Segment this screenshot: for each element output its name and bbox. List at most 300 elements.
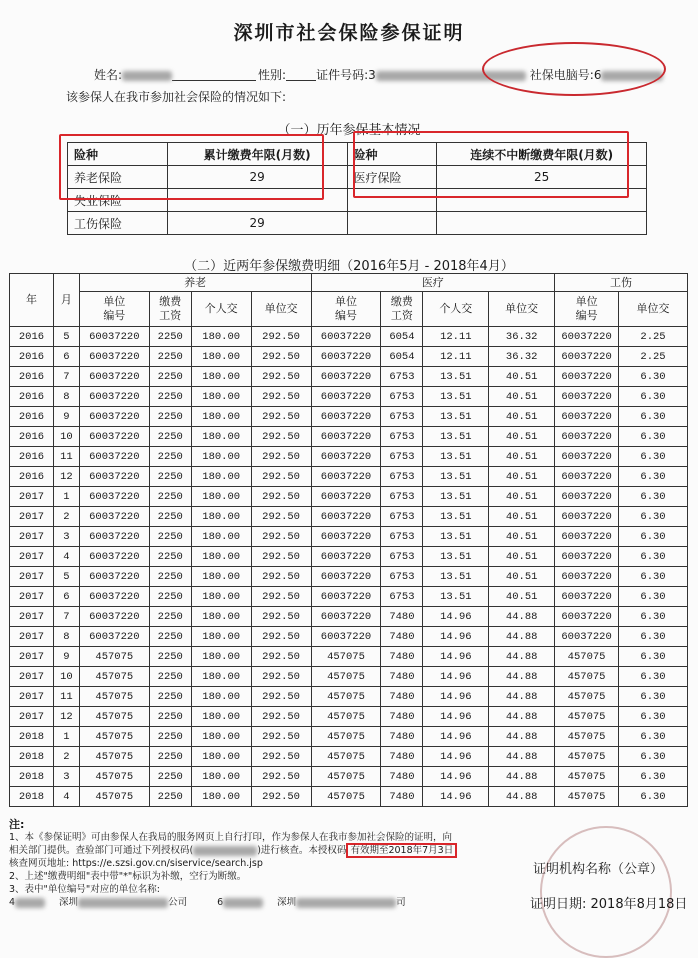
detail-cell: 60037220 <box>555 607 619 627</box>
table-row <box>10 347 688 367</box>
detail-cell: 60037220 <box>555 507 619 527</box>
detail-cell: 14.96 <box>423 767 489 787</box>
detail-cell: 457075 <box>555 767 619 787</box>
detail-cell: 7480 <box>381 607 423 627</box>
detail-cell: 6753 <box>381 367 423 387</box>
detail-cell: 44.88 <box>489 687 555 707</box>
detail-cell: 14.96 <box>423 687 489 707</box>
detail-cell: 180.00 <box>191 787 251 807</box>
col-subheader: 缴费 工资 <box>149 292 191 327</box>
detail-cell: 180.00 <box>191 327 251 347</box>
note-line-4: 2、上述"缴费明细"表中带"*"标识为补缴，空行为断缴。 <box>9 871 247 882</box>
detail-cell: 6753 <box>381 467 423 487</box>
detail-cell: 2018 <box>10 747 54 767</box>
table-row <box>10 627 688 647</box>
detail-cell: 457075 <box>79 767 149 787</box>
detail-cell: 60037220 <box>555 467 619 487</box>
detail-cell: 12.11 <box>423 347 489 367</box>
detail-cell: 9 <box>53 407 79 427</box>
detail-cell: 6.30 <box>619 547 688 567</box>
detail-cell: 457075 <box>311 727 381 747</box>
detail-cell: 6.30 <box>619 367 688 387</box>
detail-cell: 6753 <box>381 527 423 547</box>
detail-cell: 6.30 <box>619 447 688 467</box>
detail-cell: 292.50 <box>251 747 311 767</box>
detail-cell: 180.00 <box>191 647 251 667</box>
detail-cell: 7480 <box>381 647 423 667</box>
id-prefix: 3 <box>368 68 376 82</box>
detail-cell: 6 <box>53 347 79 367</box>
detail-cell: 2.25 <box>619 347 688 367</box>
annotation-ellipse <box>482 42 666 96</box>
detail-cell: 7480 <box>381 687 423 707</box>
detail-cell: 40.51 <box>489 427 555 447</box>
detail-cell: 180.00 <box>191 607 251 627</box>
detail-cell: 44.88 <box>489 607 555 627</box>
detail-cell: 457075 <box>555 747 619 767</box>
detail-cell: 14.96 <box>423 607 489 627</box>
detail-cell: 5 <box>53 327 79 347</box>
detail-cell: 11 <box>53 447 79 467</box>
detail-cell: 6753 <box>381 427 423 447</box>
detail-cell: 2250 <box>149 407 191 427</box>
detail-cell: 292.50 <box>251 767 311 787</box>
col-subheader: 单位交 <box>251 292 311 327</box>
col-subheader: 单位 编号 <box>311 292 381 327</box>
detail-cell: 2250 <box>149 327 191 347</box>
table-row <box>10 787 688 807</box>
col-subheader: 单位交 <box>489 292 555 327</box>
col-year: 年 <box>10 274 54 327</box>
detail-cell: 180.00 <box>191 507 251 527</box>
detail-cell: 40.51 <box>489 547 555 567</box>
detail-cell: 292.50 <box>251 327 311 347</box>
note-line-5: 3、表中"单位编号"对应的单位名称: <box>9 884 160 895</box>
detail-cell: 7480 <box>381 767 423 787</box>
detail-cell: 457075 <box>311 767 381 787</box>
detail-cell: 60037220 <box>311 567 381 587</box>
detail-cell: 6.30 <box>619 787 688 807</box>
detail-cell: 292.50 <box>251 687 311 707</box>
detail-cell: 457075 <box>555 727 619 747</box>
detail-cell: 60037220 <box>79 447 149 467</box>
detail-cell: 6.30 <box>619 767 688 787</box>
detail-cell: 4 <box>53 787 79 807</box>
redacted-name <box>122 71 172 81</box>
table-row <box>10 427 688 447</box>
history-cell: 29 <box>167 166 347 189</box>
table-row <box>10 767 688 787</box>
detail-cell: 2017 <box>10 687 54 707</box>
detail-cell: 2017 <box>10 487 54 507</box>
history-header-cell: 险种 <box>68 143 168 166</box>
unit-name-2-suffix: 司 <box>396 897 406 908</box>
detail-cell: 2250 <box>149 607 191 627</box>
note-line-2 <box>9 844 539 857</box>
detail-cell: 40.51 <box>489 447 555 467</box>
detail-cell: 292.50 <box>251 727 311 747</box>
detail-cell: 7 <box>53 607 79 627</box>
detail-cell: 2018 <box>10 787 54 807</box>
detail-cell: 457075 <box>311 667 381 687</box>
detail-cell: 457075 <box>555 707 619 727</box>
gender-label: 性别: <box>258 68 287 82</box>
detail-cell: 60037220 <box>555 547 619 567</box>
detail-cell: 6054 <box>381 347 423 367</box>
detail-cell: 457075 <box>311 647 381 667</box>
redacted-unit-code-1 <box>15 898 45 908</box>
detail-cell: 180.00 <box>191 767 251 787</box>
detail-cell: 13.51 <box>423 547 489 567</box>
detail-cell: 40.51 <box>489 587 555 607</box>
detail-cell: 457075 <box>79 667 149 687</box>
intro-text: 该参保人在我市参加社会保险的情况如下: <box>66 90 287 104</box>
detail-cell: 180.00 <box>191 467 251 487</box>
detail-cell: 6.30 <box>619 587 688 607</box>
detail-cell: 2016 <box>10 347 54 367</box>
detail-cell: 13.51 <box>423 427 489 447</box>
detail-cell: 60037220 <box>311 547 381 567</box>
detail-cell: 7480 <box>381 747 423 767</box>
detail-cell: 60037220 <box>555 367 619 387</box>
detail-cell: 60037220 <box>79 327 149 347</box>
detail-cell: 292.50 <box>251 787 311 807</box>
detail-cell: 2017 <box>10 587 54 607</box>
redacted-unit-name-2 <box>296 898 396 908</box>
detail-cell: 2017 <box>10 547 54 567</box>
detail-cell: 292.50 <box>251 567 311 587</box>
detail-cell: 6753 <box>381 487 423 507</box>
detail-cell: 457075 <box>555 647 619 667</box>
detail-cell: 2016 <box>10 387 54 407</box>
detail-cell: 2017 <box>10 607 54 627</box>
col-group: 医疗 <box>311 274 555 292</box>
detail-cell: 180.00 <box>191 727 251 747</box>
certification-date: 证明日期: 2018年8月18日 <box>530 897 688 912</box>
history-cell: 工伤保险 <box>68 212 168 235</box>
detail-cell: 6.30 <box>619 427 688 447</box>
detail-cell: 2017 <box>10 667 54 687</box>
detail-cell: 2016 <box>10 447 54 467</box>
unit-code-1: 4 <box>9 897 16 908</box>
detail-cell: 13.51 <box>423 367 489 387</box>
detail-cell: 60037220 <box>79 487 149 507</box>
detail-cell: 4 <box>53 547 79 567</box>
detail-cell: 457075 <box>311 687 381 707</box>
detail-cell: 14.96 <box>423 727 489 747</box>
detail-cell: 60037220 <box>79 407 149 427</box>
detail-cell: 13.51 <box>423 407 489 427</box>
col-subheader: 缴费 工资 <box>381 292 423 327</box>
detail-cell: 60037220 <box>311 367 381 387</box>
note-line-6 <box>9 896 539 909</box>
detail-cell: 7 <box>53 367 79 387</box>
detail-cell: 7480 <box>381 627 423 647</box>
detail-cell: 457075 <box>79 647 149 667</box>
detail-cell: 180.00 <box>191 707 251 727</box>
detail-cell: 457075 <box>79 787 149 807</box>
detail-cell: 60037220 <box>79 427 149 447</box>
detail-cell: 60037220 <box>555 347 619 367</box>
table-row <box>10 407 688 427</box>
detail-cell: 60037220 <box>311 607 381 627</box>
detail-cell: 60037220 <box>79 587 149 607</box>
note-line-1: 1、本《参保证明》可由参保人在我局的服务网页上自行打印，作为参保人在我市参加社会保险的证明，向 <box>9 832 453 843</box>
detail-cell: 60037220 <box>79 367 149 387</box>
detail-cell: 2250 <box>149 707 191 727</box>
annotation-box-continuous <box>353 131 629 198</box>
name-underline <box>172 70 256 81</box>
detail-cell: 60037220 <box>555 387 619 407</box>
note-line-2-a: 相关部门提供。查验部门可通过下列授权码( <box>9 845 194 856</box>
detail-cell: 3 <box>53 767 79 787</box>
detail-cell: 6.30 <box>619 567 688 587</box>
detail-cell: 292.50 <box>251 707 311 727</box>
detail-cell: 180.00 <box>191 667 251 687</box>
col-subheader: 单位 编号 <box>555 292 619 327</box>
detail-table <box>9 273 688 807</box>
detail-cell: 2250 <box>149 387 191 407</box>
detail-cell: 292.50 <box>251 647 311 667</box>
detail-cell: 40.51 <box>489 367 555 387</box>
gender-underline <box>286 70 316 81</box>
detail-cell: 10 <box>53 667 79 687</box>
detail-cell: 60037220 <box>79 387 149 407</box>
detail-cell: 180.00 <box>191 587 251 607</box>
detail-cell: 2018 <box>10 767 54 787</box>
history-cell <box>437 212 647 235</box>
detail-cell: 40.51 <box>489 487 555 507</box>
detail-cell: 6.30 <box>619 747 688 767</box>
detail-cell: 6.30 <box>619 727 688 747</box>
detail-cell: 40.51 <box>489 567 555 587</box>
detail-cell: 60037220 <box>311 527 381 547</box>
detail-cell: 180.00 <box>191 527 251 547</box>
detail-cell: 2250 <box>149 447 191 467</box>
detail-cell: 2017 <box>10 507 54 527</box>
detail-cell: 8 <box>53 387 79 407</box>
table-row <box>10 367 688 387</box>
detail-cell: 292.50 <box>251 527 311 547</box>
detail-header-row <box>10 274 688 292</box>
history-cell: 29 <box>167 212 347 235</box>
detail-cell: 2016 <box>10 407 54 427</box>
detail-cell: 60037220 <box>79 527 149 547</box>
detail-cell: 60037220 <box>555 407 619 427</box>
detail-cell: 6753 <box>381 387 423 407</box>
detail-cell: 44.88 <box>489 747 555 767</box>
detail-cell: 457075 <box>311 707 381 727</box>
unit-name-1-suffix: 公司 <box>168 897 188 908</box>
col-subheader: 单位交 <box>619 292 688 327</box>
detail-cell: 6753 <box>381 407 423 427</box>
detail-cell: 14.96 <box>423 667 489 687</box>
detail-cell: 457075 <box>79 747 149 767</box>
detail-cell: 44.88 <box>489 787 555 807</box>
detail-cell: 6.30 <box>619 467 688 487</box>
table-row <box>10 527 688 547</box>
detail-cell: 2250 <box>149 347 191 367</box>
notes-title: 注: <box>9 818 25 831</box>
history-cell: 25 <box>437 166 647 189</box>
table-row <box>10 647 688 667</box>
name-label: 姓名: <box>94 68 123 82</box>
detail-cell: 6753 <box>381 547 423 567</box>
detail-cell: 6753 <box>381 447 423 467</box>
detail-cell: 13.51 <box>423 447 489 467</box>
detail-cell: 7480 <box>381 787 423 807</box>
table-row <box>10 587 688 607</box>
history-header-cell: 累计缴费年限(月数) <box>167 143 347 166</box>
detail-cell: 292.50 <box>251 347 311 367</box>
detail-cell: 60037220 <box>555 627 619 647</box>
detail-cell: 44.88 <box>489 767 555 787</box>
detail-cell: 6.30 <box>619 707 688 727</box>
detail-cell: 292.50 <box>251 427 311 447</box>
col-group: 养老 <box>79 274 311 292</box>
detail-cell: 292.50 <box>251 367 311 387</box>
unit-name-2-prefix: 深圳 <box>277 897 297 908</box>
history-row <box>68 212 647 235</box>
detail-cell: 6.30 <box>619 647 688 667</box>
detail-cell: 457075 <box>311 747 381 767</box>
detail-cell: 3 <box>53 527 79 547</box>
detail-cell: 457075 <box>79 727 149 747</box>
col-subheader: 个人交 <box>423 292 489 327</box>
redacted-unit-name-1 <box>78 898 168 908</box>
detail-cell: 12.11 <box>423 327 489 347</box>
detail-cell: 60037220 <box>555 487 619 507</box>
redacted-auth-code <box>193 846 257 856</box>
detail-cell: 60037220 <box>311 407 381 427</box>
detail-cell: 5 <box>53 567 79 587</box>
detail-cell: 60037220 <box>79 627 149 647</box>
detail-cell: 60037220 <box>311 507 381 527</box>
table-row <box>10 707 688 727</box>
note-line-3: 核查网页地址: https://e.szsi.gov.cn/siservice/search.jsp <box>9 858 263 869</box>
detail-cell: 6753 <box>381 587 423 607</box>
note-line-2-b: )进行核查。本授权码 <box>257 845 347 856</box>
detail-cell: 292.50 <box>251 407 311 427</box>
detail-cell: 2250 <box>149 747 191 767</box>
detail-cell: 12 <box>53 467 79 487</box>
table-row <box>10 747 688 767</box>
detail-cell: 44.88 <box>489 627 555 647</box>
detail-cell: 2016 <box>10 367 54 387</box>
detail-cell: 2017 <box>10 567 54 587</box>
table-row <box>10 327 688 347</box>
unit-name-1-prefix: 深圳 <box>59 897 79 908</box>
detail-cell: 40.51 <box>489 467 555 487</box>
detail-cell: 13.51 <box>423 567 489 587</box>
detail-cell: 292.50 <box>251 547 311 567</box>
detail-cell: 457075 <box>79 707 149 727</box>
detail-cell: 180.00 <box>191 547 251 567</box>
detail-cell: 457075 <box>555 667 619 687</box>
detail-cell: 180.00 <box>191 347 251 367</box>
table-row <box>10 667 688 687</box>
col-subheader: 个人交 <box>191 292 251 327</box>
detail-cell: 2.25 <box>619 327 688 347</box>
detail-cell: 13.51 <box>423 507 489 527</box>
detail-cell: 44.88 <box>489 707 555 727</box>
detail-cell: 60037220 <box>555 567 619 587</box>
detail-cell: 36.32 <box>489 347 555 367</box>
detail-cell: 2250 <box>149 727 191 747</box>
history-cell: 养老保险 <box>68 166 168 189</box>
col-month: 月 <box>53 274 79 327</box>
history-cell: 失业保险 <box>68 189 168 212</box>
detail-cell: 2 <box>53 747 79 767</box>
detail-cell: 10 <box>53 427 79 447</box>
detail-cell: 2017 <box>10 707 54 727</box>
detail-cell: 60037220 <box>311 587 381 607</box>
detail-cell: 6.30 <box>619 687 688 707</box>
detail-cell: 40.51 <box>489 527 555 547</box>
detail-cell: 180.00 <box>191 687 251 707</box>
detail-cell: 36.32 <box>489 327 555 347</box>
detail-cell: 13.51 <box>423 487 489 507</box>
detail-cell: 40.51 <box>489 507 555 527</box>
detail-cell: 180.00 <box>191 427 251 447</box>
detail-cell: 14.96 <box>423 707 489 727</box>
detail-cell: 11 <box>53 687 79 707</box>
section2-title: （二）近两年参保缴费明细（2016年5月 - 2018年4月） <box>184 259 514 274</box>
detail-cell: 2016 <box>10 467 54 487</box>
detail-cell: 2016 <box>10 327 54 347</box>
detail-subheader-row <box>10 292 688 327</box>
detail-cell: 6.30 <box>619 627 688 647</box>
detail-cell: 7480 <box>381 707 423 727</box>
col-subheader: 单位 编号 <box>79 292 149 327</box>
detail-cell: 1 <box>53 487 79 507</box>
detail-cell: 6.30 <box>619 487 688 507</box>
computer-no-prefix: 6 <box>593 68 602 82</box>
col-group: 工伤 <box>555 274 688 292</box>
detail-cell: 180.00 <box>191 567 251 587</box>
detail-cell: 7480 <box>381 727 423 747</box>
detail-cell: 60037220 <box>79 607 149 627</box>
table-row <box>10 687 688 707</box>
table-row <box>10 487 688 507</box>
section1-title: （一）历年参保基本情况 <box>277 123 421 138</box>
detail-cell: 180.00 <box>191 387 251 407</box>
detail-cell: 60037220 <box>311 327 381 347</box>
detail-cell: 292.50 <box>251 447 311 467</box>
history-cell <box>347 212 437 235</box>
detail-cell: 14.96 <box>423 647 489 667</box>
detail-cell: 457075 <box>555 787 619 807</box>
detail-cell: 13.51 <box>423 467 489 487</box>
detail-cell: 60037220 <box>311 487 381 507</box>
detail-cell: 2017 <box>10 527 54 547</box>
certifying-org-label: 证明机构名称（公章） <box>533 862 664 877</box>
detail-cell: 6.30 <box>619 527 688 547</box>
detail-cell: 457075 <box>79 687 149 707</box>
id-label: 证件号码: <box>316 68 369 82</box>
detail-cell: 2250 <box>149 627 191 647</box>
detail-cell: 60037220 <box>555 447 619 467</box>
detail-cell: 40.51 <box>489 387 555 407</box>
detail-cell: 292.50 <box>251 667 311 687</box>
detail-cell: 2250 <box>149 487 191 507</box>
detail-cell: 2250 <box>149 587 191 607</box>
redacted-unit-code-2 <box>223 898 263 908</box>
detail-cell: 2018 <box>10 727 54 747</box>
detail-cell: 292.50 <box>251 587 311 607</box>
detail-cell: 60037220 <box>79 567 149 587</box>
detail-cell: 13.51 <box>423 387 489 407</box>
